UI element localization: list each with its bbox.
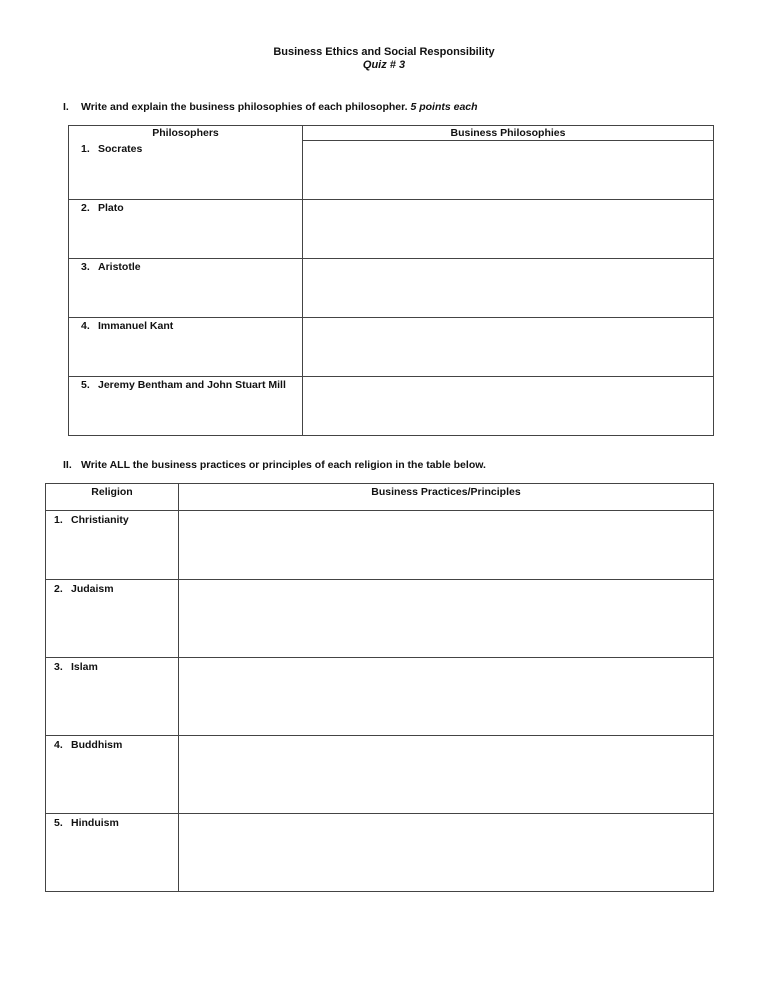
religion-header: Religion <box>46 484 179 511</box>
part2-instruction <box>63 459 486 471</box>
answer-cell[interactable] <box>179 814 714 892</box>
philosopher-cell: 5. Jeremy Bentham and John Stuart Mill <box>69 376 303 435</box>
religions-table <box>45 483 714 892</box>
philosopher-cell: 3. Aristotle <box>69 258 303 317</box>
part2-number: II. <box>63 459 72 471</box>
answer-cell[interactable] <box>179 511 714 580</box>
answer-cell[interactable] <box>303 141 714 200</box>
table-row <box>69 141 714 200</box>
philosopher-cell: 4. Immanuel Kant <box>69 317 303 376</box>
philosophers-header: Philosophers <box>69 126 303 141</box>
religion-cell: 1. Christianity <box>46 511 179 580</box>
table-row <box>69 258 714 317</box>
document-header <box>0 46 768 72</box>
table-row <box>46 814 714 892</box>
table-row <box>46 580 714 658</box>
business-practices-header: Business Practices/Principles <box>179 484 714 511</box>
answer-cell[interactable] <box>303 317 714 376</box>
answer-cell[interactable] <box>179 580 714 658</box>
answer-cell[interactable] <box>303 199 714 258</box>
part2-instruction-text: Write ALL the business practices or principles of each religion in the table below. <box>81 459 486 471</box>
document-title: Business Ethics and Social Responsibility <box>273 46 495 58</box>
table-row <box>69 317 714 376</box>
religion-cell: 3. Islam <box>46 658 179 736</box>
answer-cell[interactable] <box>179 736 714 814</box>
philosophers-table <box>68 125 714 436</box>
religion-cell: 2. Judaism <box>46 580 179 658</box>
table-row <box>69 199 714 258</box>
business-philosophies-header: Business Philosophies <box>303 126 714 141</box>
philosopher-cell: 2. Plato <box>69 199 303 258</box>
table-row <box>46 658 714 736</box>
document-subtitle: Quiz # 3 <box>362 59 406 71</box>
answer-cell[interactable] <box>303 258 714 317</box>
part1-number: I. <box>63 101 69 113</box>
part1-instruction <box>63 101 478 113</box>
table-row <box>46 736 714 814</box>
religion-cell: 5. Hinduism <box>46 814 179 892</box>
answer-cell[interactable] <box>303 376 714 435</box>
answer-cell[interactable] <box>179 658 714 736</box>
religion-cell: 4. Buddhism <box>46 736 179 814</box>
part1-instruction-text: Write and explain the business philosophies of each philosopher. <box>81 101 408 113</box>
part1-points: 5 points each <box>410 101 478 113</box>
philosopher-cell: 1. Socrates <box>69 141 303 200</box>
table-row <box>46 511 714 580</box>
table-row <box>69 376 714 435</box>
